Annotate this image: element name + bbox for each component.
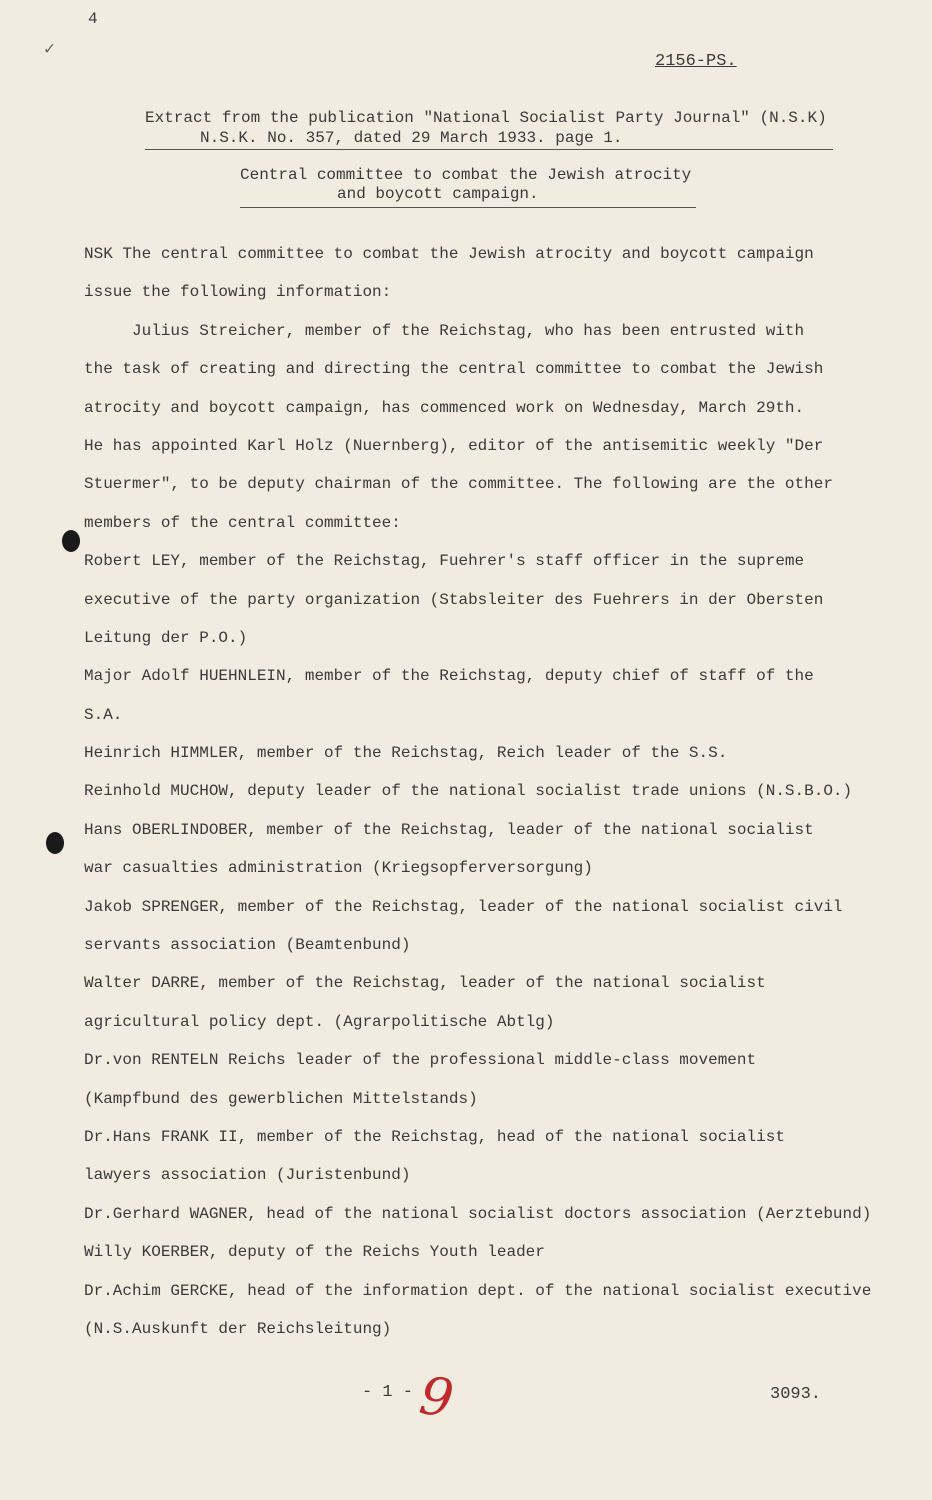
document-id: 2156-PS. [655,52,737,71]
text-line: (Kampfbund des gewerblichen Mittelstands) [84,1089,478,1108]
heading-rule [145,149,833,150]
text-line: issue the following information: [84,283,392,302]
text-line: Walter DARRE, member of the Reichstag, leader of the national socialist [84,974,766,993]
text-line: Stuermer", to be deputy chairman of the committee. The following are the other [84,475,833,494]
exhibit-number: 3093. [770,1385,822,1404]
text-line: (N.S.Auskunft der Reichsleitung) [84,1319,392,1338]
extract-line-1: Extract from the publication "National Socialist Party Journal" (N.S.K) [145,109,827,127]
text-line: atrocity and boycott campaign, has commenced work on Wednesday, March 29th. [84,398,805,417]
punch-hole-top [62,530,80,552]
text-line: NSK The central committee to combat the Jewish atrocity and boycott campaign [84,245,814,263]
text-line: servants association (Beamtenbund) [84,936,411,955]
text-line: Robert LEY, member of the Reichstag, Fuehrer's staff officer in the supreme [84,552,805,571]
committee-title [240,166,700,204]
text-line: Jakob SPRENGER, member of the Reichstag, leader of the national socialist civil [84,897,843,916]
committee-rule [240,207,696,208]
page-number: - 1 - [362,1383,414,1402]
committee-line-1: Central committee to combat the Jewish atrocity [240,166,692,184]
pencil-scribble: ✓ [44,40,55,60]
corner-number: 4 [88,10,98,28]
text-line: agricultural policy dept. (Agrarpolitische Abtlg) [84,1012,555,1031]
text-line: He has appointed Karl Holz (Nuernberg), editor of the antisemitic weekly "Der [84,436,824,455]
text-line: Dr.Gerhard WAGNER, head of the national socialist doctors association (Aerztebund) [84,1204,872,1223]
text-line: Leitung der P.O.) [84,628,248,647]
text-line: the task of creating and directing the central committee to combat the Jewish [84,360,824,379]
text-line: Major Adolf HUEHNLEIN, member of the Reichstag, deputy chief of staff of the [84,667,814,686]
committee-line-2: and boycott campaign. [337,185,539,203]
text-line: Heinrich HIMMLER, member of the Reichstag, Reich leader of the S.S. [84,744,728,763]
text-line: war casualties administration (Kriegsopferversorgung) [84,859,593,878]
text-line: lawyers association (Juristenbund) [84,1166,411,1185]
text-line: Willy KOERBER, deputy of the Reichs Youth leader [84,1243,545,1262]
text-line: members of the central committee: [84,513,401,532]
text-line: Dr.von RENTELN Reichs leader of the professional middle-class movement [84,1051,757,1070]
text-line: Julius Streicher, member of the Reichstag, who has been entrusted with [132,321,805,340]
extract-heading [145,108,835,148]
punch-hole-bottom [46,832,64,854]
text-line: executive of the party organization (Stabsleiter des Fuehrers in der Obersten [84,590,824,609]
handwritten-number: 9 [415,1365,458,1431]
extract-line-2: N.S.K. No. 357, dated 29 March 1933. page 1. [200,129,623,147]
text-line: S.A. [84,705,123,724]
text-line: Reinhold MUCHOW, deputy leader of the national socialist trade unions (N.S.B.O.) [84,782,853,801]
body-text [84,240,884,1353]
text-line: Dr.Hans FRANK II, member of the Reichstag, head of the national socialist [84,1127,785,1146]
text-line: Hans OBERLINDOBER, member of the Reichstag, leader of the national socialist [84,820,814,839]
text-line: Dr.Achim GERCKE, head of the information dept. of the national socialist executive [84,1281,872,1300]
